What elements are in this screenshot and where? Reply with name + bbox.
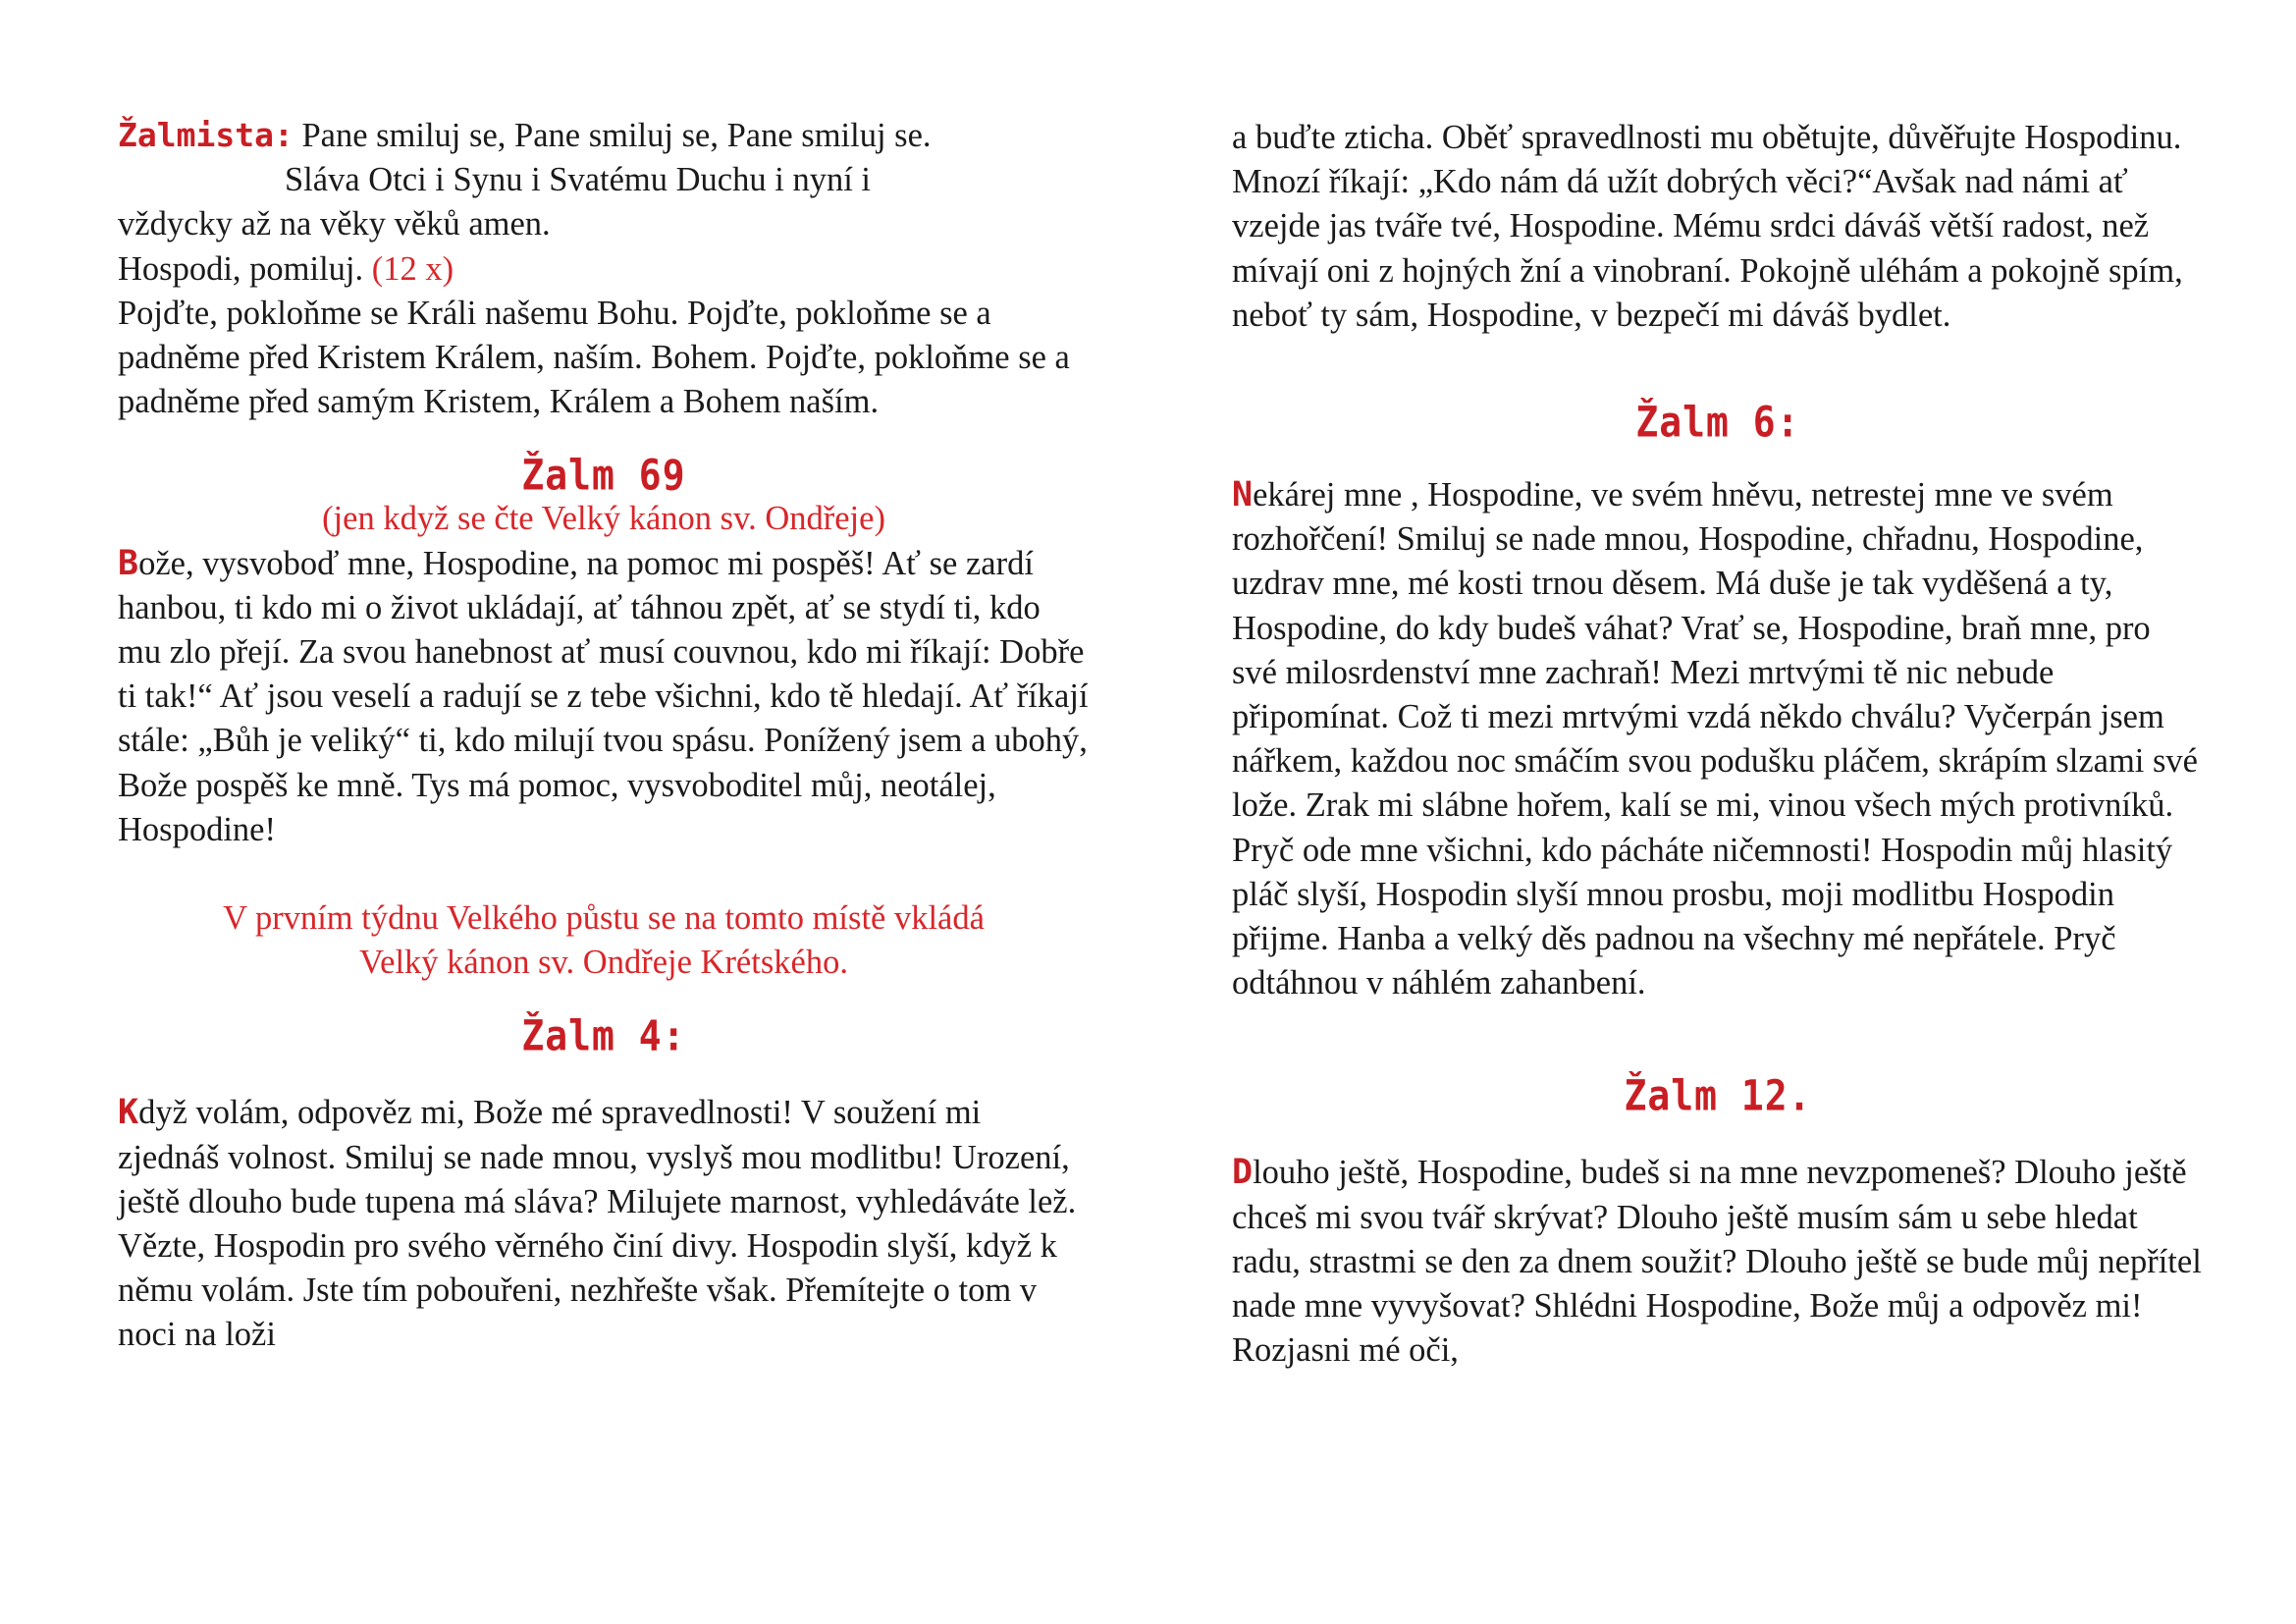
rubric-line-2: Velký kánon sv. Ondřeje Krétského.: [359, 944, 848, 982]
psalm-4-continued: a buďte zticha. Oběť spravedlnosti mu obětujte, důvěřujte Hospodinu. Mnozí říkají: „Kdo nám dá užít dobrých věci?“Avšak nad námi ať vzejde jas tváře tvé, Hospodine. Mému srdci dáváš větší radost, než mívají oni z hojných žní a vinobraní. Pokojně uléhám a pokojně spím, neboť ty sám, Hospodine, v bezpečí mi dáváš bydlet.: [1232, 119, 2183, 334]
intro-hospodi: [118, 247, 1090, 292]
psalm-4-text: dyž volám, odpověz mi, Bože mé spravedlnosti! V soužení mi zjednáš volnost. Smiluj se nade mnou, vyslyš mou modlitbu! Urození, ještě dlouho bude tupena má sláva? Milujete marnost, vyhledáváte lež. Vězte, Hospodin pro svého věrného činí divy. Hospodin slyší, když k němu volám. Jste tím pobouřeni, nezhřešte však. Přemítejte o tom v noci na loži: [118, 1094, 1077, 1354]
speaker-label: Žalmista:: [118, 116, 294, 154]
psalm-69-title: Žalm 69: [521, 451, 686, 501]
psalm-12-heading: [1232, 1071, 2204, 1121]
psalm-69-note: (jen když se čte Velký kánon sv. Ondřeje): [322, 500, 885, 538]
psalm-69-text: ože, vysvoboď mne, Hospodine, na pomoc mi pospěš! Ať se zardí hanbou, ti kdo mi o život ukládají, ať táhnou zpět, ať se stydí ti, kdo mu zlo přejí. Za svou hanebnost ať musí couvnou, kdo mi říkají: Dobře ti tak!“ Ať jsou veselí a radují se z tebe všichni, kdo tě hledají. Ať říkají stále: „Bůh je veliký“ ti, kdo milují tvou spásu. Ponížený jsem a ubohý, Bože pospěš ke mně. Tys má pomoc, vysvoboditel můj, neotálej, Hospodine!: [118, 544, 1089, 848]
intro-amen: vždycky až na věky věků amen.: [118, 205, 551, 244]
psalm-12-title: Žalm 12.: [1624, 1071, 1812, 1121]
intro-invitation: Pojďte, pokloňme se Králi našemu Bohu. Pojďte, pokloňme se a padněme před Kristem Králem, naším. Bohem. Pojďte, pokloňme se a padněme před samým Kristem, Králem a Bohem naším.: [118, 294, 1070, 421]
psalm-4-title: Žalm 4:: [521, 1011, 686, 1061]
psalm-4-initial: K: [118, 1093, 139, 1133]
psalm-4-body: [118, 1091, 1090, 1357]
repeat-count: (12 x): [371, 249, 454, 288]
left-column: [118, 113, 1090, 1358]
psalm-69-body: [118, 542, 1090, 852]
intro-line-1: [118, 113, 1090, 158]
right-column: [1232, 116, 2204, 1373]
intro-glory: Sláva Otci i Synu i Svatému Duchu i nyní i: [285, 161, 871, 199]
psalm-6-initial: N: [1232, 475, 1254, 515]
psalm-12-text: louho ještě, Hospodine, budeš si na mne nevzpomeneš? Dlouho ještě chceš mi svou tvář skrývat? Dlouho ještě musím sám u sebe hledat radu, strastmi se den za dnem soužit? Dlouho ještě se bude můj nepřítel nade mne vyvyšovat? Shlédni Hospodine, Bože můj a odpověz mi! Rozjasni mé oči,: [1232, 1154, 2202, 1370]
rubric-line-1: V prvním týdnu Velkého půstu se na tomto místě vkládá: [223, 899, 985, 938]
intro-kyrie: Pane smiluj se, Pane smiluj se, Pane smiluj se.: [301, 117, 932, 154]
psalm-69-initial: B: [118, 543, 139, 583]
hospodi-text: Hospodi, pomiluj.: [118, 249, 364, 288]
psalm-6-heading: [1232, 398, 2204, 447]
psalm-12-initial: D: [1232, 1153, 1254, 1193]
psalm-6-text: ekárej mne , Hospodine, ve svém hněvu, netrestej mne ve svém rozhořčení! Smiluj se nade mnou, Hospodine, chřadnu, Hospodine, uzdrav mne, mé kosti trnou děsem. Má duše je tak vyděšená a ty, Hospodine, do kdy budeš váhat? Vrať se, Hospodine, braň mne, pro své milosrdenství mne zachraň! Mezi mrtvými tě nic nebude připomínat. Což ti mezi mrtvými vzdá někdo chválu? Vyčerpán jsem nářkem, každou noc smáčím svou podušku pláčem, skrápím slzami své lože. Zrak mi slábne hořem, kalí se mi, vinou všech mých protivníků. Pryč ode mne všichni, kdo pácháte ničemnosti! Hospodin můj hlasitý pláč slyší, Hospodin slyší mnou prosbu, moji modlitbu Hospodin přijme. Hanba a velký děs padnou na všechny mé nepřátele. Pryč odtáhnou v náhlém zahanbení.: [1232, 476, 2198, 1002]
psalm-12-body: [1232, 1151, 2204, 1373]
psalm-6-body: [1232, 473, 2204, 1005]
psalm-6-title: Žalm 6:: [1635, 398, 1800, 447]
psalm-4-heading: [118, 1011, 1090, 1061]
psalm-69-heading: [118, 451, 1090, 501]
